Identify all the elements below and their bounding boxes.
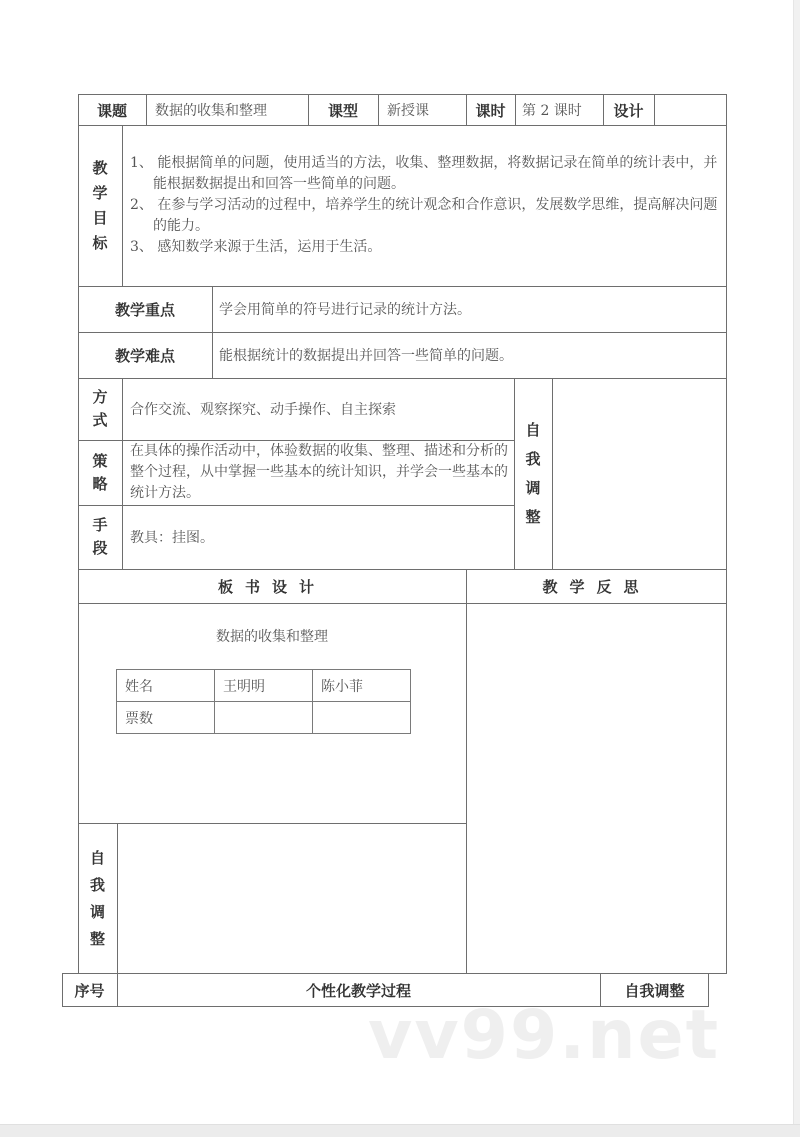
type-value: 新授课 [387, 103, 429, 119]
means-value: 教具：挂图。 [130, 530, 214, 546]
reflection-header: 教学反思 [542, 577, 651, 596]
vote-table [116, 669, 411, 734]
table-row [117, 702, 411, 734]
process-label: 个性化教学过程 [305, 981, 411, 1000]
strategy-value: 在具体的操作活动中，体验数据的收集、整理、描述和分析的整个过程，从中掌握一些基本的统计知识，并学会一些基本的统计方法。 [130, 443, 508, 501]
objectives-list [130, 153, 722, 258]
table-cell [313, 702, 411, 734]
seq-label: 序号 [74, 981, 105, 1000]
design-label: 设计 [613, 101, 644, 120]
topic-label: 课题 [96, 101, 127, 120]
topic-value: 数据的收集和整理 [155, 103, 267, 119]
difficulty-label: 教学难点 [114, 346, 175, 365]
table-cell [215, 702, 313, 734]
design-value [660, 94, 724, 126]
difficulty-value: 能根据统计的数据提出并回答一些简单的问题。 [219, 348, 513, 364]
key-point-label: 教学重点 [114, 300, 175, 319]
process-self-adjust-label: 自我调整 [624, 981, 685, 1000]
table-cell: 陈小菲 [313, 670, 411, 702]
table-row [117, 670, 411, 702]
board-title: 数据的收集和整理 [216, 629, 328, 645]
period-label: 课时 [475, 101, 506, 120]
means-label: 手 段 [92, 516, 108, 557]
objective-item: 3、 感知数学来源于生活，运用于生活。 [130, 239, 382, 255]
table-cell: 票数 [117, 702, 215, 734]
period-value: 第 2 课时 [522, 103, 582, 119]
watermark: vv99.net [368, 996, 721, 1075]
objective-item: 2、 在参与学习活动的过程中，培养学生的统计观念和合作意识，发展数学思维，提高解决问题的能力。 [130, 197, 718, 234]
board-self-adjust-label: 自 我 调 整 [89, 848, 105, 948]
page-edge [793, 0, 800, 1137]
method-value: 合作交流、观察探究、动手操作、自主探索 [130, 402, 396, 418]
page-edge [0, 1124, 800, 1137]
methods-self-adjust-value [556, 380, 722, 566]
methods-self-adjust-label: 自 我 调 整 [525, 420, 541, 526]
key-point-value: 学会用简单的符号进行记录的统计方法。 [219, 302, 471, 318]
type-label: 课型 [327, 101, 358, 120]
board-header: 板书设计 [217, 577, 326, 596]
objectives-label: 教 学 目 标 [92, 158, 108, 252]
strategy-label: 策 略 [92, 451, 108, 493]
table-cell: 姓名 [117, 670, 215, 702]
reflection-value [470, 607, 722, 969]
objective-item: 1、 能根据简单的问题，使用适当的方法，收集、整理数据，将数据记录在简单的统计表中，并能根据数据提出和回答一些简单的问题。 [130, 155, 718, 192]
method-label: 方 式 [92, 388, 108, 429]
table-cell: 王明明 [215, 670, 313, 702]
